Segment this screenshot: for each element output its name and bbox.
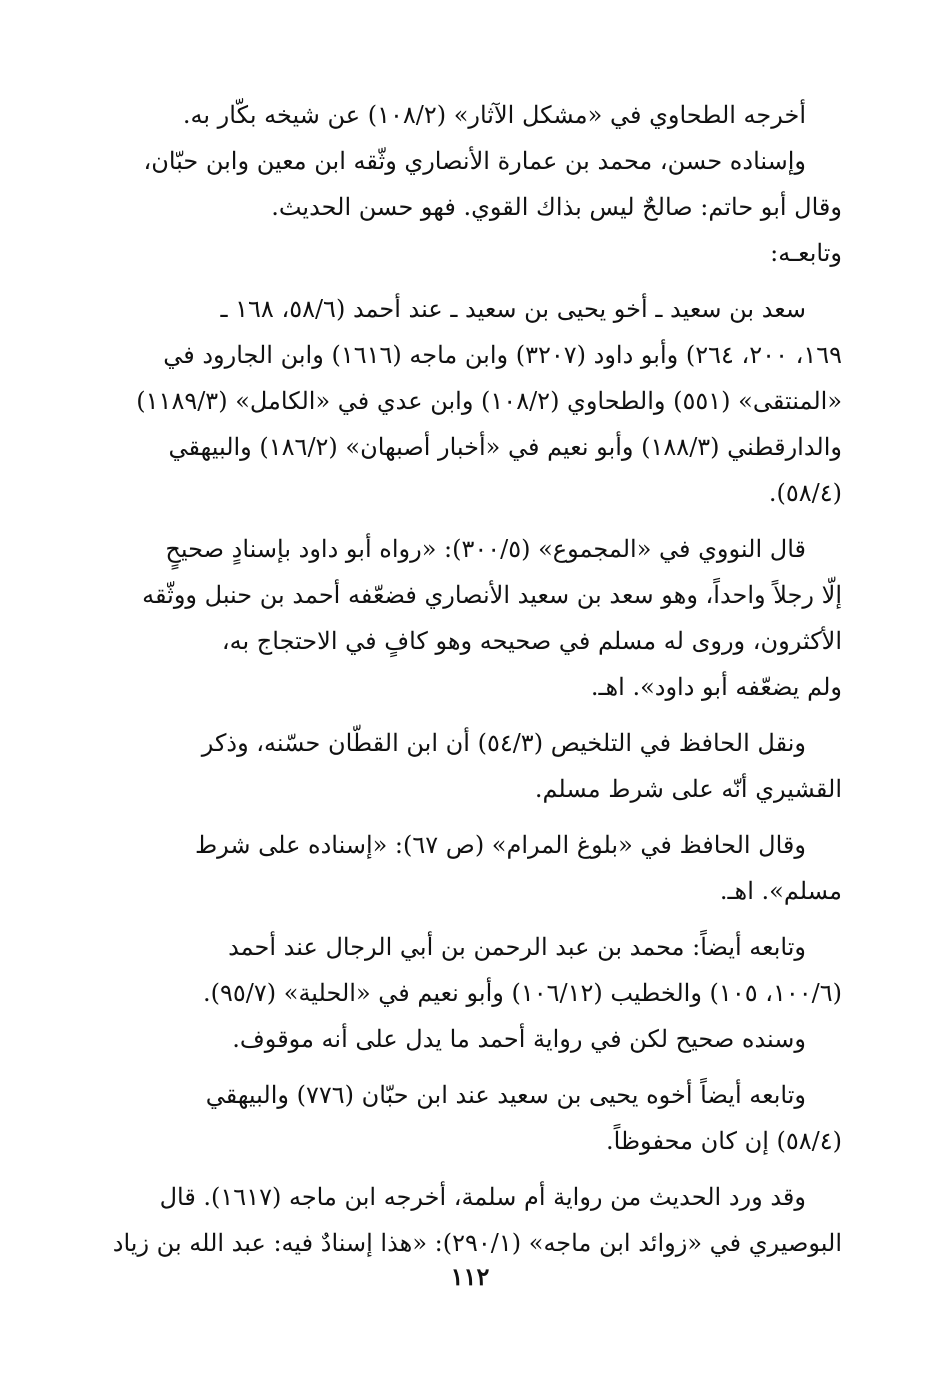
text-line: وقد ورد الحديث من رواية أم سلمة، أخرجه ابن ماجه (١٦١٧). قال [159,1183,806,1211]
text-line: البوصيري في «زوائد ابن ماجه» (٢٩٠/١): «هذا إسنادٌ فيه: عبد الله بن زياد [112,1229,842,1257]
paragraph [100,720,842,812]
text-line: والدارقطني (١٨٨/٣) وأبو نعيم في «أخبار أصبهان» (١٨٦/٢) والبيهقي [168,433,842,461]
text-line: سعد بن سعيد ـ أخو يحيى بن سعيد ـ عند أحمد (٥٨/٦، ١٦٨ ـ [220,295,806,323]
text-line: (٥٨/٤). [768,479,842,507]
paragraph [100,1072,842,1164]
paragraph [100,1174,842,1266]
text-line: وتابعـه: [770,239,842,267]
paragraph [100,526,842,710]
paragraph [100,924,842,1062]
text-line: وسنده صحيح لكن في رواية أحمد ما يدل على أنه موقوف. [232,1025,806,1053]
text-line: وتابعه أيضاً: محمد بن عبد الرحمن بن أبي الرجال عند أحمد [228,933,806,961]
text-line: ولم يضعّفه أبو داود». اهـ. [590,673,842,701]
text-line: الأكثرون، وروى له مسلم في صحيحه وهو كافٍ في الاحتجاج به، [221,627,842,655]
paragraph [100,822,842,914]
text-line: مسلم». اهـ. [719,877,842,905]
text-line: القشيري أنّه على شرط مسلم. [534,775,842,803]
text-line: ١٦٩، ٢٠٠، ٢٦٤) وأبو داود (٣٢٠٧) وابن ماجه (١٦١٦) وابن الجارود في [163,341,842,369]
text-line: (٥٨/٤) إن كان محفوظاً. [606,1127,842,1155]
paragraph [100,92,842,138]
text-line: قال النووي في «المجموع» (٣٠٠/٥): «رواه أبو داود بإسنادٍ صحيحٍ [165,535,806,563]
text-line: وقال الحافظ في «بلوغ المرام» (ص ٦٧): «إسناده على شرط [194,831,806,859]
paragraph [100,138,842,276]
text-line: وتابعه أيضاً أخوه يحيى بن سعيد عند ابن حبّان (٧٧٦) والبيهقي [205,1081,806,1109]
text-line: (١٠٠/٦، ١٠٥) والخطيب (١٠٦/١٢) وأبو نعيم في «الحلية» (٩٥/٧). [203,979,842,1007]
text-line: أخرجه الطحاوي في «مشكل الآثار» (١٠٨/٢) عن شيخه بكّار به. [182,101,806,129]
text-line: «المنتقى» (٥٥١) والطحاوي (١٠٨/٢) وابن عدي في «الكامل» (١١٨٩/٣) [136,387,842,415]
page-number: ١١٢ [450,1262,490,1291]
page-body [100,92,842,1266]
paragraph [100,286,842,516]
text-line: وإسناده حسن، محمد بن عمارة الأنصاري وثّقه ابن معين وابن حبّان، [143,147,806,175]
text-line: إلّا رجلاً واحداً، وهو سعد بن سعيد الأنصاري فضعّفه أحمد بن حنبل ووثّقه [142,581,842,609]
text-line: ونقل الحافظ في التلخيص (٥٤/٣) أن ابن القطّان حسّنه، وذكر [201,729,806,757]
text-line: وقال أبو حاتم: صالحٌ ليس بذاك القوي. فهو حسن الحديث. [271,193,842,221]
